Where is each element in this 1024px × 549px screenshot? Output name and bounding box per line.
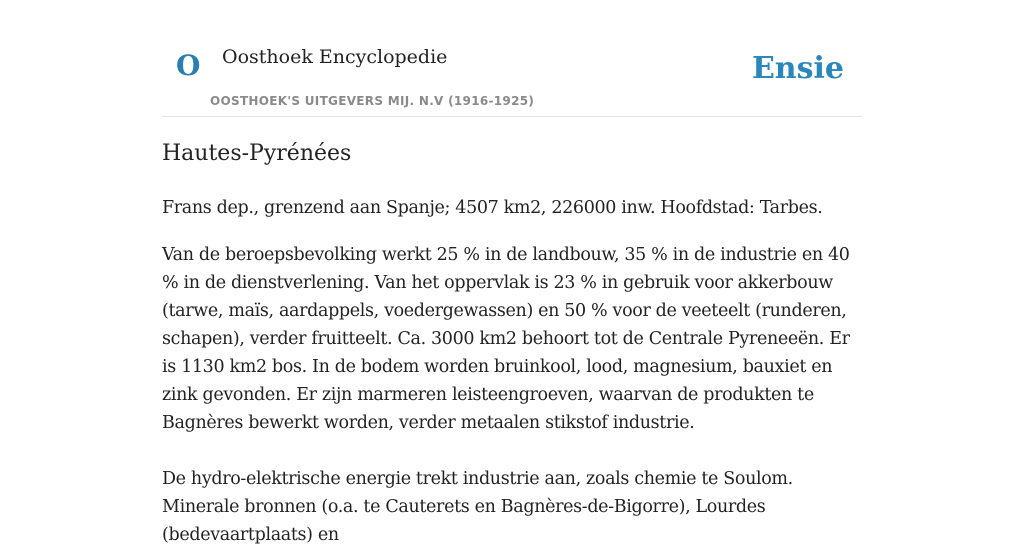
article-title: Hautes-Pyrénées (162, 141, 352, 166)
site-logo-icon[interactable]: O (176, 49, 201, 82)
article (162, 138, 862, 549)
site-header (162, 0, 862, 117)
article-paragraph: De hydro-elektrische energie trekt industrie aan, zoals chemie te Soulom. Minerale bronnen (o.a. te Cauterets en Bagnères-de-Bigorre), Lourdes (bedevaartplaats) en (162, 469, 793, 545)
site-title[interactable]: Oosthoek Encyclopedie (222, 46, 448, 68)
brand-logo[interactable]: Ensie (751, 51, 844, 86)
article-paragraph: Frans dep., grenzend aan Spanje; 4507 km2, 226000 inw. Hoofdstad: Tarbes. (162, 198, 823, 218)
publisher-subtitle: OOSTHOEK'S UITGEVERS MIJ. N.V (1916-1925) (210, 94, 535, 108)
article-paragraph: Van de beroepsbevolking werkt 25 % in de landbouw, 35 % in de industrie en 40 % in de dienstverlening. Van het oppervlak is 23 % in gebruik voor akkerbouw (tarwe, maïs, aardappels, voedergewassen) en 50 % voor de veeteelt (runderen, schapen), verder fruitteelt. Ca. 3000 km2 behoort tot de Centrale Pyreneeën. Er is 1130 km2 bos. In de bodem worden bruinkool, lood, magnesium, bauxiet en zink gevonden. Er zijn marmeren leisteengroeven, waarvan de produkten te Bagnères bewerkt worden, verder metaalen stikstof industrie. (162, 245, 850, 433)
